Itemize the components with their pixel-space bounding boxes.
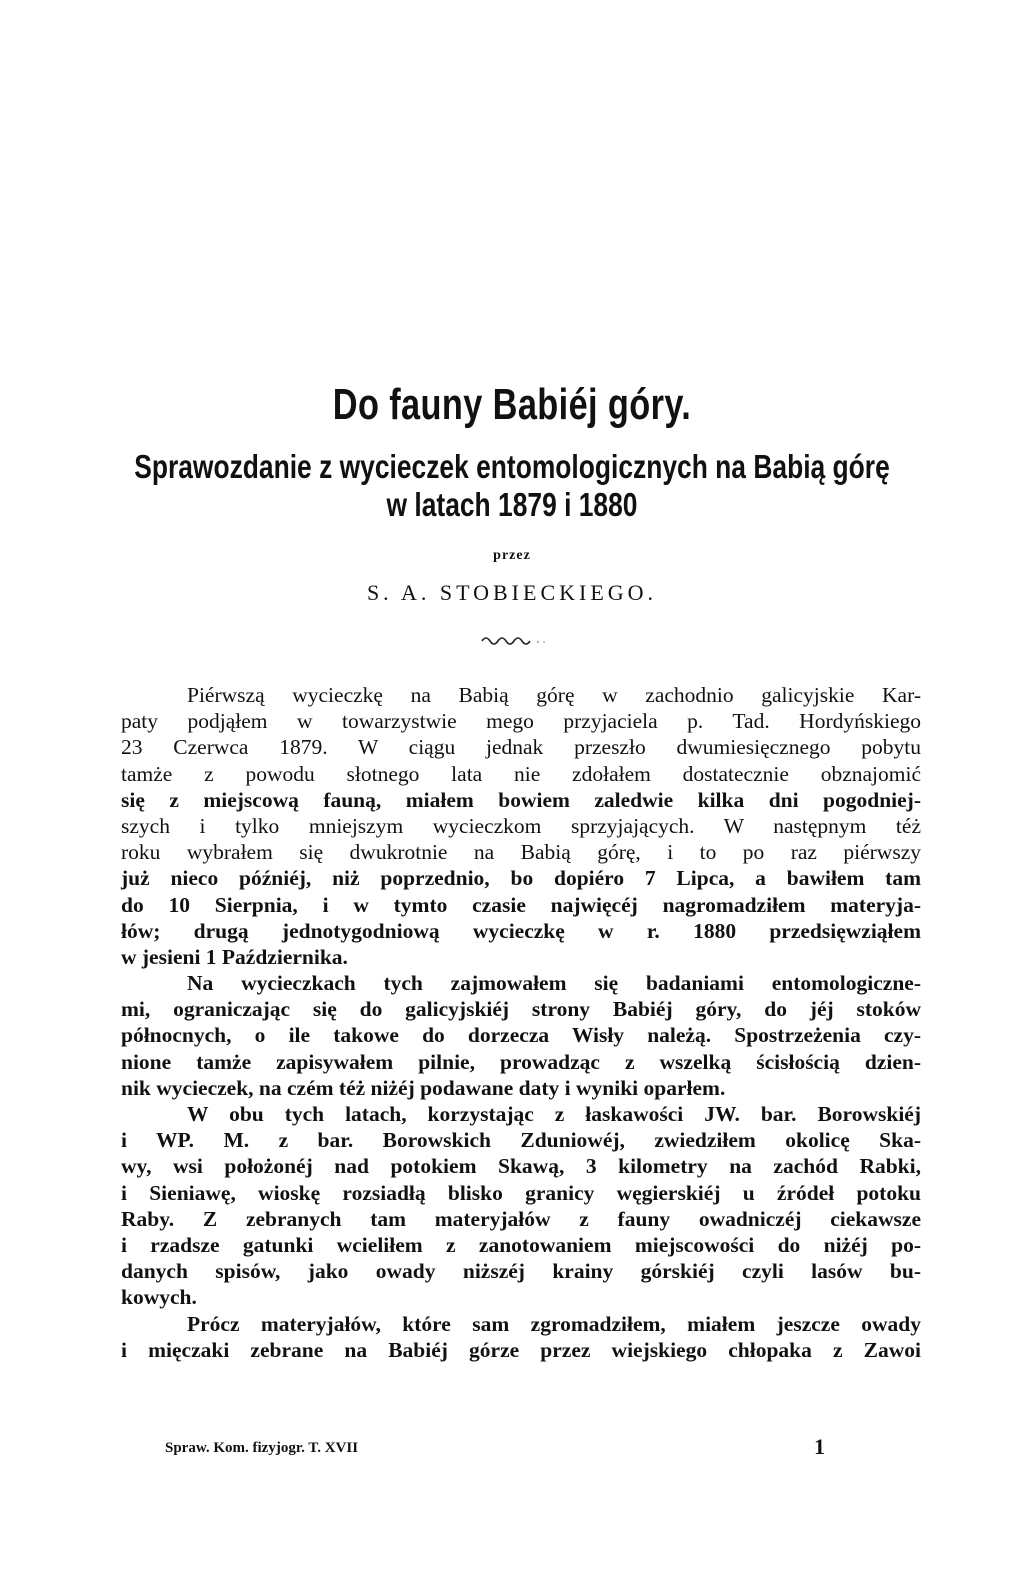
footer-source: Spraw. Kom. fizyjogr. T. XVII: [165, 1440, 359, 1456]
subtitle-line-1: Sprawozdanie z wycieczek entomologicznych na Babią górę: [134, 448, 890, 485]
text-line: i rzadsze gatunki wcieliłem z zanotowaniem miejscowości do niżéj po-: [121, 1232, 921, 1257]
text-line: paty podjąłem w towarzystwie mego przyjaciela p. Tad. Hordyńskiego: [121, 709, 921, 734]
text-line: W obu tych latach, korzystając z łaskawości JW. bar. Borowskiéj: [187, 1102, 921, 1126]
text-line: roku wybrałem się dwukrotnie na Babią górę, i to po raz piérwszy: [121, 840, 921, 865]
body-text: [121, 682, 921, 1363]
text-line: i mięczaki zebrane na Babiéj górze przez wiejskiego chłopaka z Zawoi: [121, 1337, 921, 1362]
text-line: Prócz materyjałów, które sam zgromadziłem, miałem jeszcze owady: [187, 1311, 921, 1336]
text-line: danych spisów, jako owady niższéj krainy górskiéj czyli lasów bu-: [121, 1259, 921, 1284]
page-title: Do fauny Babiéj góry.: [332, 380, 692, 429]
text-line: Na wycieczkach tych zajmowałem się badaniami entomologiczne-: [187, 971, 921, 996]
byline: przez: [493, 548, 531, 563]
text-line: wy, wsi położonéj nad potokiem Skawą, 3 kilometry na zachód Rabki,: [121, 1154, 921, 1179]
text-line: łów; drugą jednotygodniową wycieczkę w r. 1880 przedsięwziąłem: [121, 918, 921, 943]
text-line: się z miejscową fauną, miałem bowiem zaledwie kilka dni pogodniej-: [121, 787, 921, 812]
wavy-rule-icon: [480, 632, 550, 648]
text-line: tamże z powodu słotnego lata nie zdołałem dostatecznie obznajomić: [121, 761, 921, 786]
text-line: 23 Czerwca 1879. W ciągu jednak przeszło dwumiesięcznego pobytu: [121, 735, 921, 760]
text-line: Piérwszą wycieczkę na Babią górę w zachodnio galicyjskie Kar-: [187, 683, 921, 707]
text-line: szych i tylko mniejszym wycieczkom sprzyjających. W następnym téż: [121, 813, 921, 838]
text-line: już nieco późniéj, niż poprzednio, bo dopiéro 7 Lipca, a bawiłem tam: [121, 866, 921, 891]
text-line: i WP. M. z bar. Borowskich Zduniowéj, zwiedziłem okolicę Ska-: [121, 1128, 921, 1153]
text-line: mi, ograniczając się do galicyjskiéj strony Babiéj góry, do jéj stoków: [121, 997, 921, 1022]
text-line: i Sieniawę, wioskę rozsiadłą blisko granicy węgierskiéj u źródeł potoku: [121, 1180, 921, 1205]
text-line: do 10 Sierpnia, i w tymto czasie najwięcéj nagromadziłem materyja-: [121, 892, 921, 917]
text-line: nione tamże zapisywałem pilnie, prowadząc z wszelką ścisłością dzien-: [121, 1049, 921, 1074]
page-number: 1: [814, 1434, 825, 1459]
text-line: w jesieni 1 Października.: [121, 944, 348, 969]
text-line: Raby. Z zebranych tam materyjałów z fauny owadniczéj ciekawsze: [121, 1206, 921, 1231]
author-name: S. A. STOBIECKIEGO.: [366, 580, 658, 605]
subtitle-line-2: w latach 1879 i 1880: [386, 486, 638, 523]
text-line: nik wycieczek, na czém téż niżéj podawane daty i wyniki oparłem.: [121, 1075, 726, 1100]
text-line: północnych, o ile takowe do dorzecza Wisły należą. Spostrzeżenia czy-: [121, 1023, 921, 1048]
text-line: kowych.: [121, 1285, 197, 1310]
